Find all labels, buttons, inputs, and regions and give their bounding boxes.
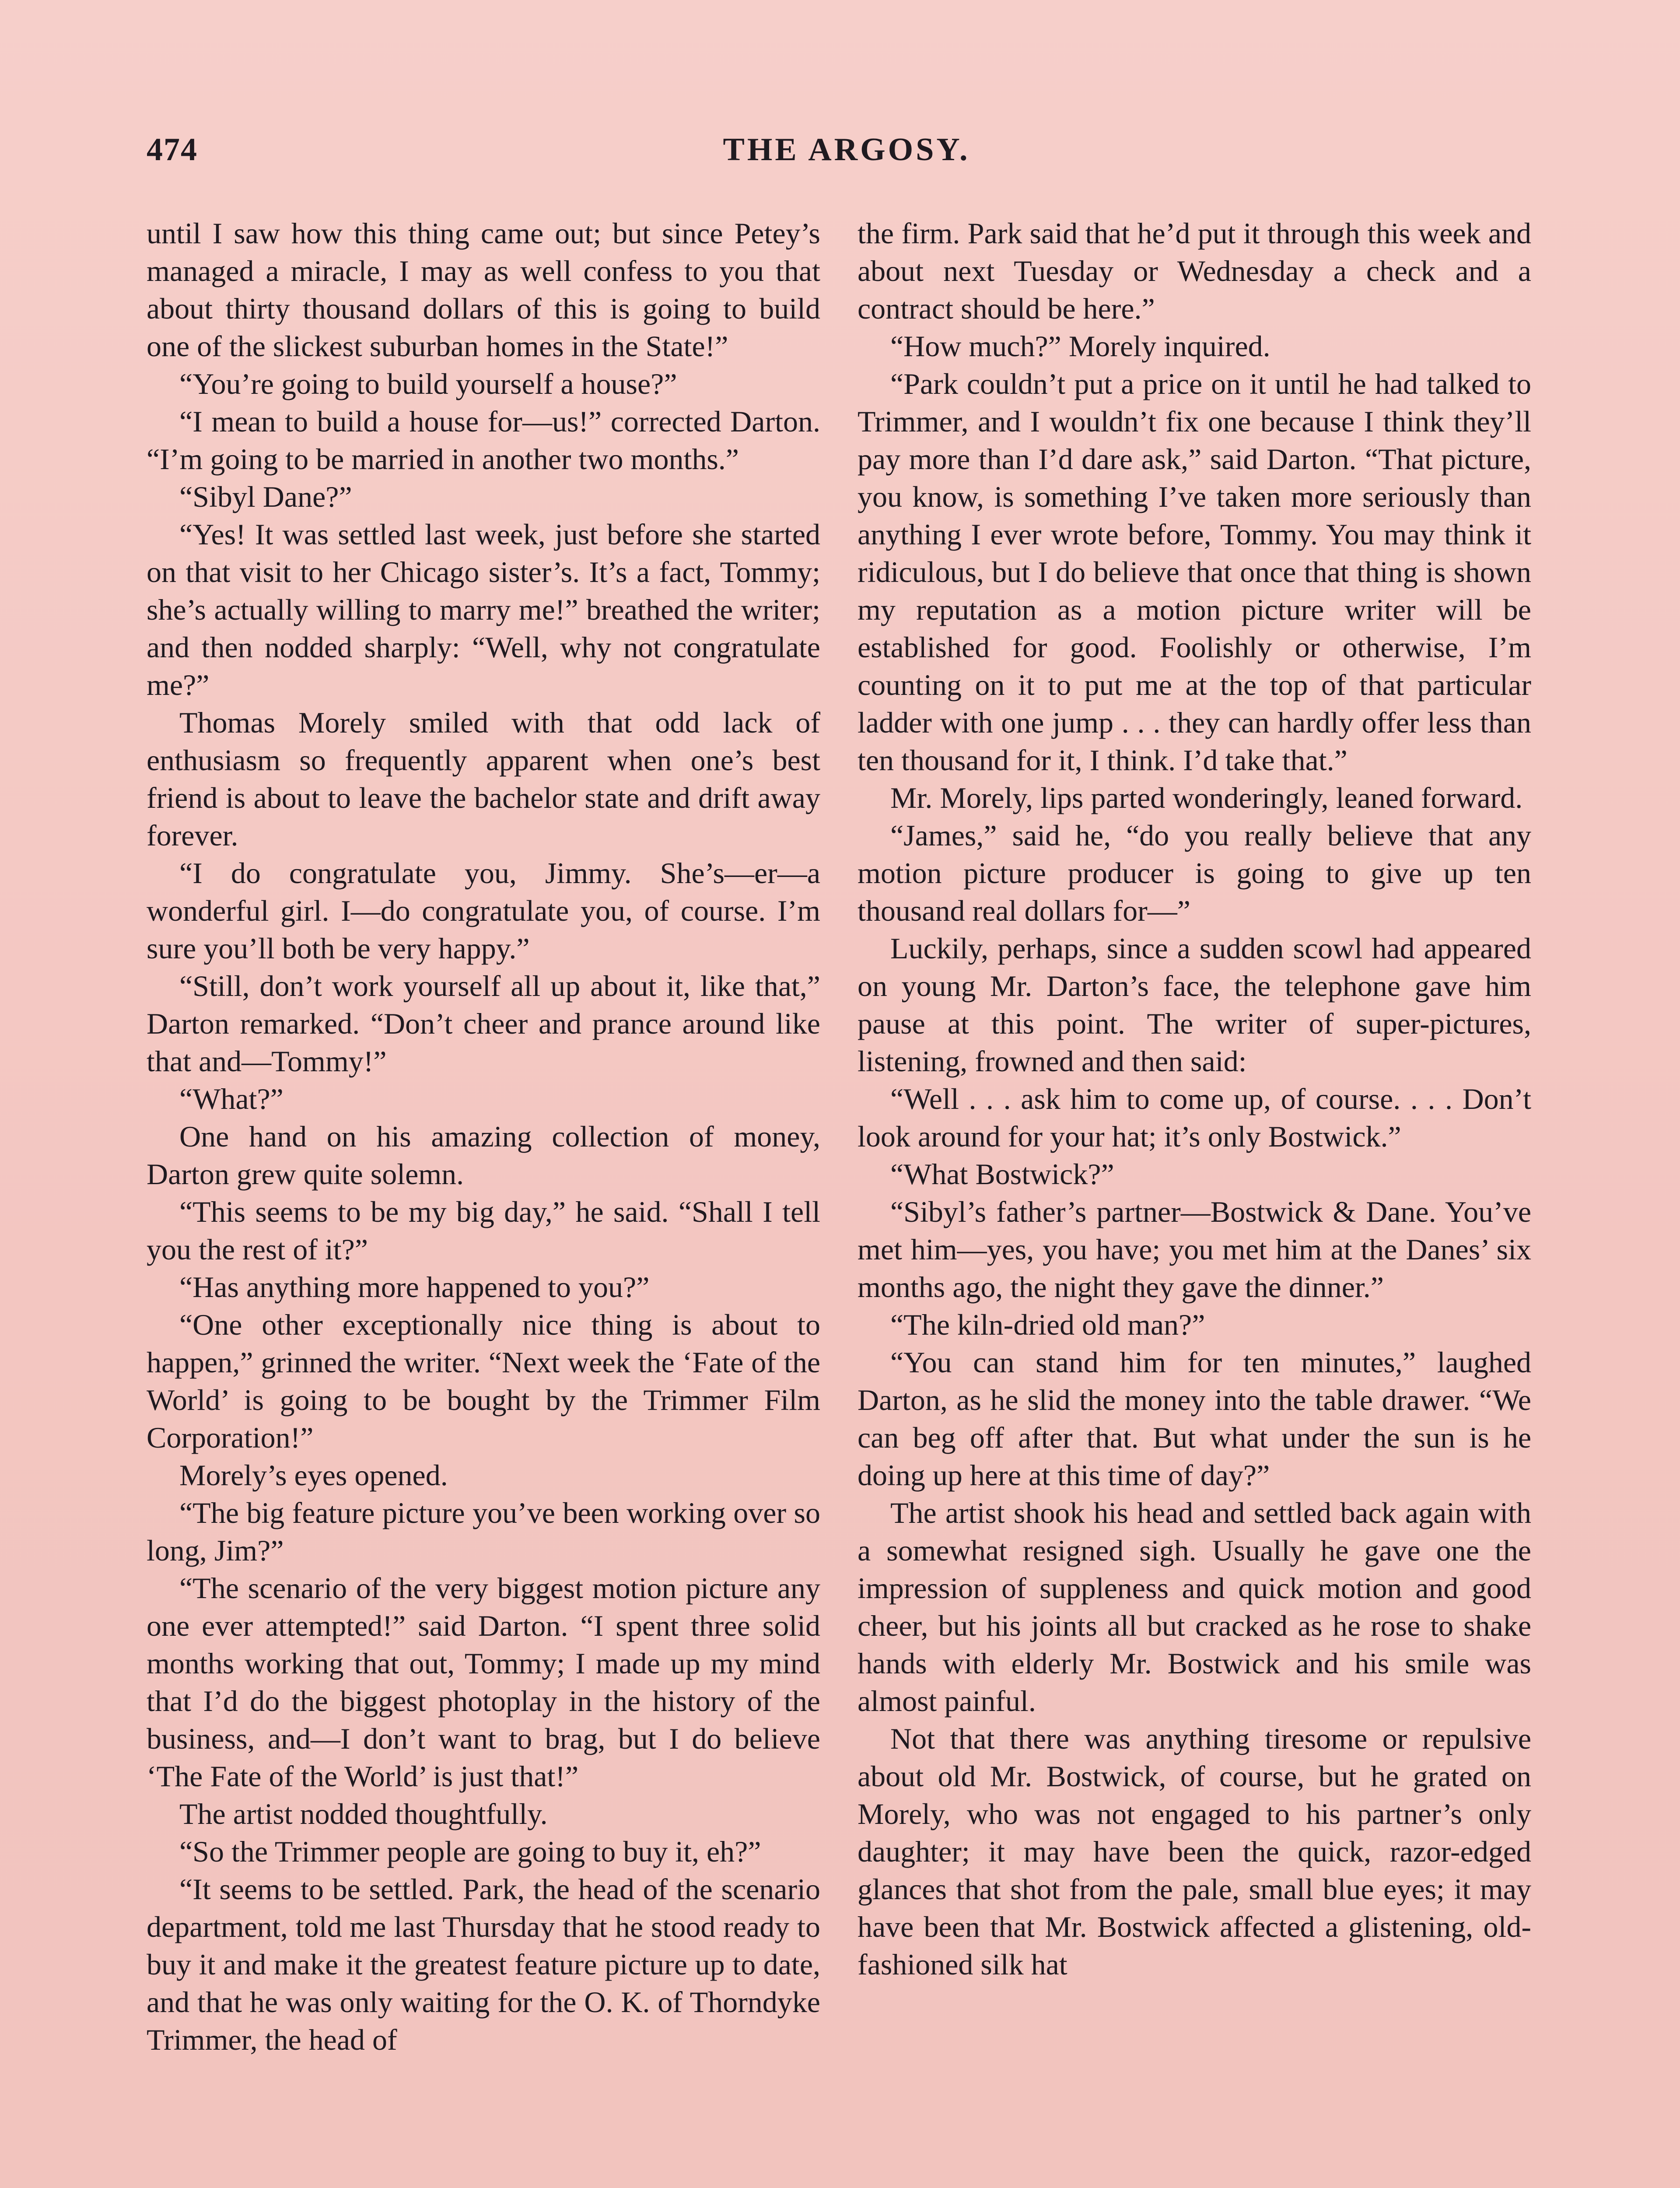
page-number: 474 bbox=[147, 132, 198, 168]
paragraph: “The big feature picture you’ve been working over so long, Jim?” bbox=[147, 1496, 820, 1567]
paragraph: “This seems to be my big day,” he said. “Shall I tell you the rest of it?” bbox=[147, 1195, 820, 1266]
paragraph: Not that there was anything tiresome or repulsive about old Mr. Bostwick, of course, but he grated on Morely, who was not engaged to his partner’s only daughter; it may have been the quick, razor-edged glances that shot from the pale, small blue eyes; it may have been that Mr. Bostwick affected a glistening, old-fashioned silk hat bbox=[858, 1722, 1531, 1981]
paragraph: The artist nodded thoughtfully. bbox=[179, 1797, 548, 1830]
paragraph: “James,” said he, “do you really believe that any motion picture producer is going to give up ten thousand real dollars for—” bbox=[858, 819, 1531, 927]
paragraph: “What?” bbox=[179, 1082, 284, 1115]
paragraph: “It seems to be settled. Park, the head of the scenario department, told me last Thursday that he stood ready to buy it and make it the greatest feature picture up to date, and that he was only waiting for the O. K. of Thorndyke Trimmer, the head of bbox=[147, 1872, 820, 2056]
paragraph: until I saw how this thing came out; but since Petey’s managed a miracle, I may as well confess to you that about thirty thousand dollars of this is going to build one of the slickest suburban homes in the State!” bbox=[147, 217, 820, 363]
paragraph: “Sibyl Dane?” bbox=[179, 480, 352, 513]
paragraph: “Has anything more happened to you?” bbox=[179, 1270, 650, 1304]
paragraph: “Sibyl’s father’s partner—Bostwick & Dane. You’ve met him—yes, you have; you met him at the Danes’ six months ago, the night they gave the dinner.” bbox=[858, 1195, 1531, 1304]
paragraph: Luckily, perhaps, since a sudden scowl had appeared on young Mr. Darton’s face, the telephone gave him pause at this point. The writer of super-pictures, listening, frowned and then said: bbox=[858, 932, 1531, 1078]
paragraph: “I do congratulate you, Jimmy. She’s—er—a wonderful girl. I—do congratulate you, of course. I’m sure you’ll both be very happy.” bbox=[147, 856, 820, 965]
paragraph: The artist shook his head and settled back again with a somewhat resigned sigh. Usually he gave one the impression of suppleness and quick motion and good cheer, but his joints all but cracked as he rose to shake hands with elderly Mr. Bostwick and his smile was almost painful. bbox=[858, 1496, 1531, 1718]
paragraph: “Yes! It was settled last week, just before she started on that visit to her Chicago sister’s. It’s a fact, Tommy; she’s actually willing to marry me!” breathed the writer; and then nodded sharply: “Well, why not congratulate me?” bbox=[147, 518, 820, 701]
paragraph: “The kiln-dried old man?” bbox=[890, 1308, 1205, 1341]
left-column bbox=[147, 214, 820, 2058]
paragraph: “Park couldn’t put a price on it until he had talked to Trimmer, and I wouldn’t fix one because I think they’ll pay more than I’d dare ask,” said Darton. “That picture, you know, is something I’ve taken more seriously than anything I ever wrote before, Tommy. You may think it ridiculous, but I do believe that once that thing is shown my reputation as a motion picture writer will be established for good. Foolishly or otherwise, I’m counting on it to put me at the top of that particular ladder with one jump . . . they can hardly offer less than ten thousand for it, I think. I’d take that.” bbox=[858, 367, 1531, 777]
right-column bbox=[858, 214, 1531, 1983]
running-head: THE ARGOSY. bbox=[723, 132, 970, 168]
paragraph: “You can stand him for ten minutes,” laughed Darton, as he slid the money into the table drawer. “We can beg off after that. But what under the sun is he doing up here at this time of day?” bbox=[858, 1346, 1531, 1492]
page-header bbox=[147, 131, 1547, 179]
paragraph: “Well . . . ask him to come up, of course. . . . Don’t look around for your hat; it’s only Bostwick.” bbox=[858, 1082, 1531, 1153]
paragraph: One hand on his amazing collection of money, Darton grew quite solemn. bbox=[147, 1120, 820, 1191]
paragraph: “One other exceptionally nice thing is about to happen,” grinned the writer. “Next week the ‘Fate of the World’ is going to be bought by the Trimmer Film Corporation!” bbox=[147, 1308, 820, 1454]
paragraph: “How much?” Morely inquired. bbox=[890, 330, 1270, 363]
paragraph: Thomas Morely smiled with that odd lack of enthusiasm so frequently apparent when one’s best friend is about to leave the bachelor state and drift away forever. bbox=[147, 706, 820, 852]
paragraph: Morely’s eyes opened. bbox=[179, 1459, 448, 1492]
paragraph: “The scenario of the very biggest motion picture any one ever attempted!” said Darton. “I spent three solid months working that out, Tommy; I made up my mind that I’d do the biggest photoplay in the history of the business, and—I don’t want to brag, but I do believe ‘The Fate of the World’ is just that!” bbox=[147, 1571, 820, 1793]
paragraph: “I mean to build a house for—us!” corrected Darton. “I’m going to be married in another two months.” bbox=[147, 405, 820, 476]
paragraph: “So the Trimmer people are going to buy it, eh?” bbox=[179, 1835, 761, 1868]
paragraph: “What Bostwick?” bbox=[890, 1157, 1114, 1191]
paragraph: “You’re going to build yourself a house?” bbox=[179, 367, 677, 400]
paragraph: the firm. Park said that he’d put it through this week and about next Tuesday or Wednesday a check and a contract should be here.” bbox=[858, 217, 1531, 325]
paragraph: “Still, don’t work yourself all up about it, like that,” Darton remarked. “Don’t cheer and prance around like that and—Tommy!” bbox=[147, 969, 820, 1078]
paragraph: Mr. Morely, lips parted wonderingly, leaned forward. bbox=[890, 781, 1523, 814]
